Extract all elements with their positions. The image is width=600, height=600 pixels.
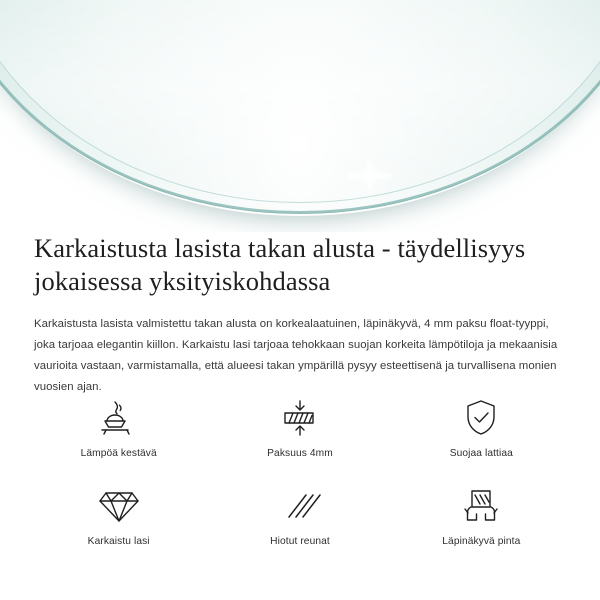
feature-grid (0, 398, 600, 554)
feature-label: Läpinäkyvä pinta (442, 536, 521, 547)
glass-disc-sheen (0, 0, 600, 200)
feature-label: Paksuus 4mm (267, 448, 333, 459)
feature-label: Suojaa lattiaa (449, 448, 513, 459)
feature-label: Lämpöä kestävä (80, 448, 157, 459)
transparent-surface-icon (459, 486, 503, 526)
description-paragraph: Karkaistusta lasista valmistettu takan alusta on korkealaatuinen, läpinäkyvä, 4 mm paksu float-tyyppi, joka tarjoaa elegantin kiillon. Karkaistu lasi tarjoaa tehokkaan suojan korkeita lämpötiloja ja mekaanisia vaurioita vastaan, varmistamalla, että alueesi takan ympärillä pysyy esteettisenä ja turvallisena monien vuosien ajan. (34, 318, 558, 393)
thickness-4mm-icon (278, 398, 322, 438)
shield-check-icon (462, 398, 500, 438)
diamond-icon (98, 486, 140, 526)
feature-label: Karkaistu lasi (87, 536, 150, 547)
feature-transparent-surface (391, 486, 572, 554)
feature-tempered-glass (28, 486, 209, 554)
feature-label: Hiotut reunat (270, 536, 330, 547)
polished-edges-icon (279, 486, 321, 526)
text-content (0, 232, 600, 398)
page-title: Karkaistusta lasista takan alusta - täydellisyys jokaisessa yksityiskohdassa (34, 233, 526, 296)
feature-thickness (209, 398, 390, 466)
heat-resistant-icon (97, 398, 141, 438)
hero-glass-image (0, 0, 600, 232)
feature-polished-edges (209, 486, 390, 554)
feature-floor-protection (391, 398, 572, 466)
feature-heat-resistant (28, 398, 209, 466)
